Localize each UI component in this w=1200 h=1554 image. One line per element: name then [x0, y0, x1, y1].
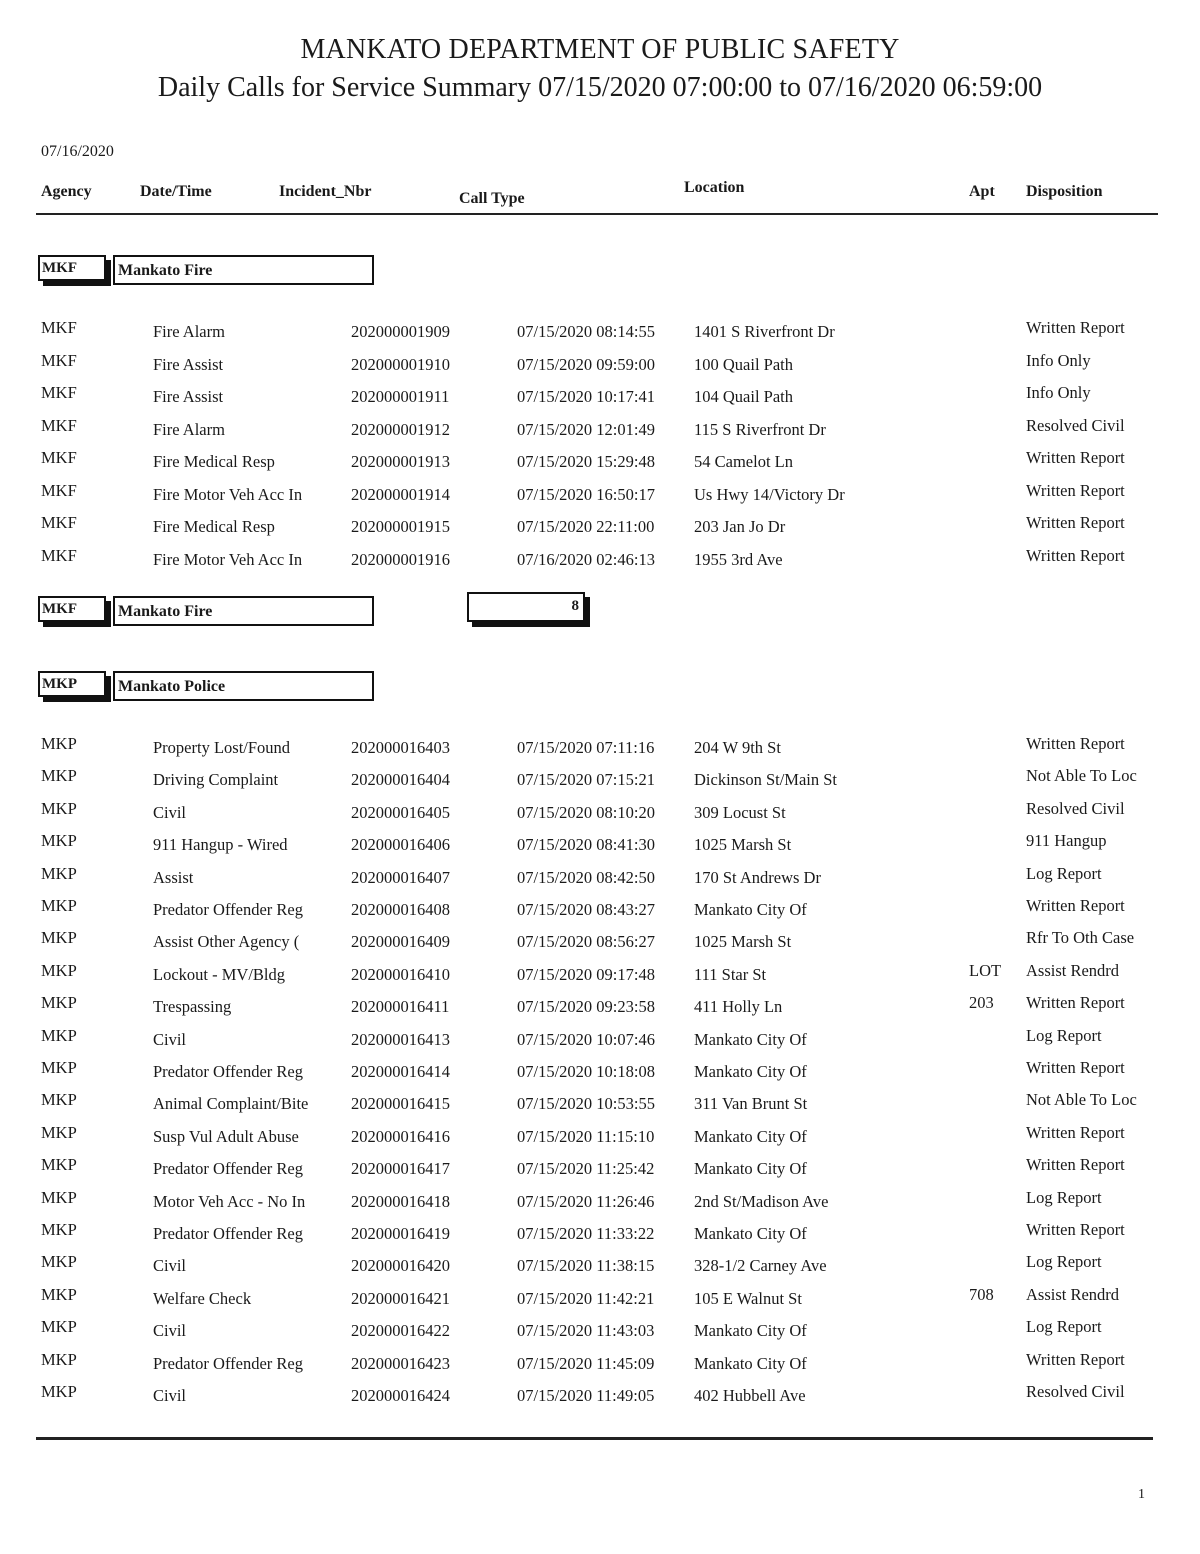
incident-cell: 202000001910 [351, 354, 450, 374]
table-row [0, 734, 1200, 764]
incident-cell: 202000016407 [351, 867, 450, 887]
agency-cell: MKP [41, 1349, 77, 1369]
apt-cell: 203 [969, 993, 994, 1013]
datetime-cell: 07/15/2020 11:49:05 [517, 1386, 655, 1405]
disposition-cell: Written Report [1026, 545, 1125, 565]
incident-cell: 202000016413 [351, 1029, 450, 1049]
location-cell: 204 W 9th St [694, 738, 781, 757]
disposition-cell: Written Report [1026, 318, 1125, 337]
header-disposition: Disposition [1026, 183, 1103, 200]
disposition-cell: Written Report [1026, 1220, 1125, 1239]
table-row [0, 1252, 1200, 1282]
agency-cell: MKP [41, 1220, 77, 1239]
table-row [0, 928, 1200, 958]
agency-cell: MKP [41, 1155, 77, 1175]
agency-cell: MKP [41, 960, 77, 980]
calltype-cell: Driving Complaint [153, 770, 279, 790]
datetime-cell: 07/15/2020 08:10:20 [517, 802, 655, 822]
calltype-cell: Predator Offender Reg [153, 900, 303, 919]
calltype-cell: Predator Offender Reg [153, 1062, 303, 1081]
table-row [0, 864, 1200, 894]
location-cell: 105 E Walnut St [694, 1288, 802, 1308]
incident-cell: 202000016414 [351, 1062, 450, 1081]
disposition-cell: Info Only [1026, 350, 1091, 370]
calltype-cell: Predator Offender Reg [153, 1224, 303, 1243]
disposition-cell: Resolved Civil [1026, 415, 1125, 435]
agency-cell: MKP [41, 1025, 77, 1045]
location-cell: 402 Hubbell Ave [694, 1386, 806, 1405]
group-code: MKP [38, 671, 106, 697]
incident-cell: 202000001912 [351, 419, 450, 439]
incident-cell: 202000016403 [351, 738, 450, 757]
disposition-cell: Resolved Civil [1026, 798, 1125, 818]
apt-cell: 708 [969, 1284, 994, 1304]
table-row [0, 481, 1200, 511]
calltype-cell: Welfare Check [153, 1288, 252, 1308]
disposition-cell: Written Report [1026, 1058, 1125, 1077]
agency-cell: MKP [41, 1090, 77, 1110]
calltype-cell: Fire Medical Resp [153, 517, 275, 536]
agency-cell: MKP [41, 1122, 77, 1142]
agency-cell: MKF [41, 480, 77, 500]
table-row [0, 318, 1200, 348]
disposition-cell: Log Report [1026, 1317, 1102, 1337]
table-row [0, 546, 1200, 576]
location-cell: 111 Star St [694, 964, 767, 984]
group-name: Mankato Fire [113, 255, 374, 285]
disposition-cell: Written Report [1026, 1349, 1125, 1369]
datetime-cell: 07/15/2020 08:43:27 [517, 900, 655, 919]
datetime-cell: 07/15/2020 10:17:41 [517, 387, 655, 406]
datetime-cell: 07/15/2020 08:42:50 [517, 867, 655, 887]
location-cell: 328-1/2 Carney Ave [694, 1256, 827, 1276]
incident-cell: 202000016406 [351, 835, 450, 855]
location-cell: 104 Quail Path [694, 387, 793, 406]
calltype-cell: Civil [153, 1386, 187, 1405]
agency-cell: MKP [41, 1317, 77, 1337]
agency-cell: MKP [41, 1382, 77, 1401]
disposition-cell: Info Only [1026, 383, 1091, 402]
group-name: Mankato Police [113, 671, 374, 701]
agency-cell: MKP [41, 863, 77, 883]
datetime-cell: 07/15/2020 15:29:48 [517, 452, 655, 471]
incident-cell: 202000016416 [351, 1126, 450, 1146]
location-cell: Mankato City Of [694, 1159, 807, 1179]
incident-cell: 202000016415 [351, 1094, 450, 1114]
disposition-cell: 911 Hangup [1026, 831, 1107, 851]
location-cell: 2nd St/Madison Ave [694, 1191, 829, 1211]
datetime-cell: 07/15/2020 09:17:48 [517, 964, 655, 984]
disposition-cell: Log Report [1026, 1252, 1102, 1272]
agency-cell: MKP [41, 766, 77, 786]
location-cell: 100 Quail Path [694, 354, 793, 374]
disposition-cell: Not Able To Loc [1026, 766, 1137, 786]
calltype-cell: Property Lost/Found [153, 738, 291, 757]
incident-cell: 202000016405 [351, 802, 450, 822]
datetime-cell: 07/15/2020 09:59:00 [517, 354, 655, 374]
agency-cell: MKF [41, 448, 77, 467]
datetime-cell: 07/15/2020 11:15:10 [517, 1126, 655, 1146]
table-row [0, 1058, 1200, 1088]
calltype-cell: Assist Other Agency ( [153, 932, 300, 952]
calltype-cell: Civil [153, 1321, 187, 1341]
calltype-cell: Susp Vul Adult Abuse [153, 1126, 299, 1146]
incident-cell: 202000016418 [351, 1191, 450, 1211]
table-row [0, 1285, 1200, 1315]
calltype-cell: Civil [153, 1029, 187, 1049]
incident-cell: 202000016421 [351, 1288, 450, 1308]
disposition-cell: Rfr To Oth Case [1026, 928, 1135, 948]
print-date: 07/16/2020 [41, 143, 114, 160]
location-cell: Dickinson St/Main St [694, 770, 838, 790]
incident-cell: 202000001915 [351, 517, 450, 536]
table-row [0, 416, 1200, 446]
table-row [0, 799, 1200, 829]
calltype-cell: Predator Offender Reg [153, 1159, 303, 1179]
table-row [0, 896, 1200, 926]
incident-cell: 202000016404 [351, 770, 450, 790]
group-code: MKF [38, 255, 106, 281]
location-cell: 170 St Andrews Dr [694, 867, 821, 887]
disposition-cell: Written Report [1026, 896, 1125, 915]
datetime-cell: 07/15/2020 08:14:55 [517, 322, 655, 341]
datetime-cell: 07/15/2020 09:23:58 [517, 997, 655, 1017]
incident-cell: 202000016411 [351, 997, 450, 1017]
calltype-cell: Fire Assist [153, 354, 224, 374]
table-row [0, 1188, 1200, 1218]
table-row [0, 1220, 1200, 1250]
disposition-cell: Resolved Civil [1026, 1382, 1125, 1401]
datetime-cell: 07/15/2020 11:26:46 [517, 1191, 655, 1211]
location-cell: Mankato City Of [694, 1353, 807, 1373]
datetime-cell: 07/15/2020 12:01:49 [517, 419, 655, 439]
incident-cell: 202000016410 [351, 964, 450, 984]
agency-cell: MKP [41, 734, 77, 753]
table-row [0, 1123, 1200, 1153]
table-row [0, 1317, 1200, 1347]
incident-cell: 202000016422 [351, 1321, 450, 1341]
datetime-cell: 07/15/2020 11:33:22 [517, 1224, 655, 1243]
disposition-cell: Assist Rendrd [1026, 960, 1120, 980]
page-number: 1 [1138, 1487, 1145, 1502]
location-cell: Mankato City Of [694, 1126, 807, 1146]
group-name: Mankato Fire [113, 596, 374, 626]
disposition-cell: Written Report [1026, 513, 1125, 532]
calltype-cell: Civil [153, 802, 187, 822]
agency-cell: MKF [41, 383, 77, 402]
datetime-cell: 07/15/2020 10:53:55 [517, 1094, 655, 1114]
table-row [0, 961, 1200, 991]
location-cell: 311 Van Brunt St [694, 1094, 808, 1114]
table-row [0, 1350, 1200, 1380]
location-cell: 1401 S Riverfront Dr [694, 322, 835, 341]
location-cell: 1025 Marsh St [694, 835, 792, 855]
agency-cell: MKF [41, 513, 77, 532]
group-count: 8 [467, 592, 585, 622]
agency-cell: MKP [41, 928, 77, 948]
location-cell: 1025 Marsh St [694, 932, 792, 952]
datetime-cell: 07/15/2020 11:43:03 [517, 1321, 655, 1341]
incident-cell: 202000016419 [351, 1224, 450, 1243]
location-cell: Mankato City Of [694, 1224, 807, 1243]
disposition-cell: Log Report [1026, 1025, 1102, 1045]
datetime-cell: 07/15/2020 10:18:08 [517, 1062, 655, 1081]
calltype-cell: Animal Complaint/Bite [153, 1094, 309, 1114]
datetime-cell: 07/15/2020 08:41:30 [517, 835, 655, 855]
agency-cell: MKP [41, 993, 77, 1013]
incident-cell: 202000016409 [351, 932, 450, 952]
calltype-cell: Fire Alarm [153, 322, 225, 341]
calltype-cell: Fire Motor Veh Acc In [153, 484, 303, 504]
agency-cell: MKF [41, 415, 77, 435]
datetime-cell: 07/15/2020 10:07:46 [517, 1029, 655, 1049]
datetime-cell: 07/15/2020 07:11:16 [517, 738, 655, 757]
header-calltype: Call Type [459, 190, 525, 207]
incident-cell: 202000016417 [351, 1159, 450, 1179]
location-cell: 309 Locust St [694, 802, 786, 822]
datetime-cell: 07/15/2020 22:11:00 [517, 517, 655, 536]
agency-cell: MKP [41, 1252, 77, 1272]
group-code: MKF [38, 596, 106, 622]
location-cell: Mankato City Of [694, 1029, 807, 1049]
disposition-cell: Written Report [1026, 448, 1125, 467]
agency-cell: MKP [41, 896, 77, 915]
calltype-cell: 911 Hangup - Wired [153, 835, 288, 855]
location-cell: 115 S Riverfront Dr [694, 419, 826, 439]
disposition-cell: Log Report [1026, 1187, 1102, 1207]
disposition-cell: Written Report [1026, 1155, 1125, 1175]
table-row [0, 448, 1200, 478]
table-row [0, 1382, 1200, 1412]
datetime-cell: 07/15/2020 11:42:21 [517, 1288, 655, 1308]
calltype-cell: Fire Alarm [153, 419, 225, 439]
table-row [0, 766, 1200, 796]
disposition-cell: Written Report [1026, 480, 1125, 500]
location-cell: Mankato City Of [694, 1321, 807, 1341]
disposition-cell: Log Report [1026, 863, 1102, 883]
incident-cell: 202000016423 [351, 1353, 450, 1373]
table-row [0, 831, 1200, 861]
bottom-rule [36, 1437, 1153, 1440]
agency-cell: MKF [41, 350, 77, 370]
header-incident: Incident_Nbr [279, 183, 372, 200]
disposition-cell: Assist Rendrd [1026, 1284, 1120, 1304]
calltype-cell: Civil [153, 1256, 187, 1276]
disposition-cell: Not Able To Loc [1026, 1090, 1137, 1110]
table-row [0, 1155, 1200, 1185]
datetime-cell: 07/15/2020 16:50:17 [517, 484, 655, 504]
table-row [0, 351, 1200, 381]
incident-cell: 202000016420 [351, 1256, 450, 1276]
datetime-cell: 07/16/2020 02:46:13 [517, 549, 655, 569]
table-row [0, 1090, 1200, 1120]
location-cell: Us Hwy 14/Victory Dr [694, 484, 845, 504]
location-cell: Mankato City Of [694, 900, 807, 919]
agency-cell: MKF [41, 545, 77, 565]
disposition-cell: Written Report [1026, 993, 1125, 1013]
header-location: Location [684, 179, 745, 196]
disposition-cell: Written Report [1026, 1122, 1125, 1142]
calltype-cell: Fire Assist [153, 387, 224, 406]
location-cell: Mankato City Of [694, 1062, 807, 1081]
location-cell: 203 Jan Jo Dr [694, 517, 786, 536]
location-cell: 1955 3rd Ave [694, 549, 783, 569]
agency-cell: MKF [41, 318, 77, 337]
calltype-cell: Predator Offender Reg [153, 1353, 303, 1373]
calltype-cell: Motor Veh Acc - No In [153, 1191, 306, 1211]
calltype-cell: Lockout - MV/Bldg [153, 964, 285, 984]
report-title: MANKATO DEPARTMENT OF PUBLIC SAFETY [300, 34, 900, 65]
agency-cell: MKP [41, 1187, 77, 1207]
incident-cell: 202000001913 [351, 452, 450, 471]
datetime-cell: 07/15/2020 11:45:09 [517, 1353, 655, 1373]
agency-cell: MKP [41, 798, 77, 818]
incident-cell: 202000001916 [351, 549, 450, 569]
table-row [0, 993, 1200, 1023]
calltype-cell: Assist [153, 867, 194, 887]
datetime-cell: 07/15/2020 07:15:21 [517, 770, 655, 790]
datetime-cell: 07/15/2020 11:38:15 [517, 1256, 655, 1276]
incident-cell: 202000016408 [351, 900, 450, 919]
location-cell: 411 Holly Ln [694, 997, 783, 1017]
agency-cell: MKP [41, 1284, 77, 1304]
calltype-cell: Fire Medical Resp [153, 452, 275, 471]
disposition-cell: Written Report [1026, 734, 1125, 753]
incident-cell: 202000001911 [351, 387, 450, 406]
agency-cell: MKP [41, 831, 77, 851]
header-rule [36, 213, 1158, 215]
incident-cell: 202000001909 [351, 322, 450, 341]
header-apt: Apt [969, 183, 995, 200]
datetime-cell: 07/15/2020 08:56:27 [517, 932, 655, 952]
table-row [0, 383, 1200, 413]
apt-cell: LOT [969, 960, 1002, 980]
location-cell: 54 Camelot Ln [694, 452, 793, 471]
incident-cell: 202000001914 [351, 484, 450, 504]
datetime-cell: 07/15/2020 11:25:42 [517, 1159, 655, 1179]
calltype-cell: Trespassing [153, 997, 232, 1017]
report-subtitle: Daily Calls for Service Summary 07/15/2020 07:00:00 to 07/16/2020 06:59:00 [157, 72, 1043, 103]
header-agency: Agency [41, 183, 92, 200]
table-row [0, 513, 1200, 543]
calltype-cell: Fire Motor Veh Acc In [153, 549, 303, 569]
header-datetime: Date/Time [140, 183, 212, 200]
agency-cell: MKP [41, 1058, 77, 1077]
incident-cell: 202000016424 [351, 1386, 450, 1405]
table-row [0, 1026, 1200, 1056]
